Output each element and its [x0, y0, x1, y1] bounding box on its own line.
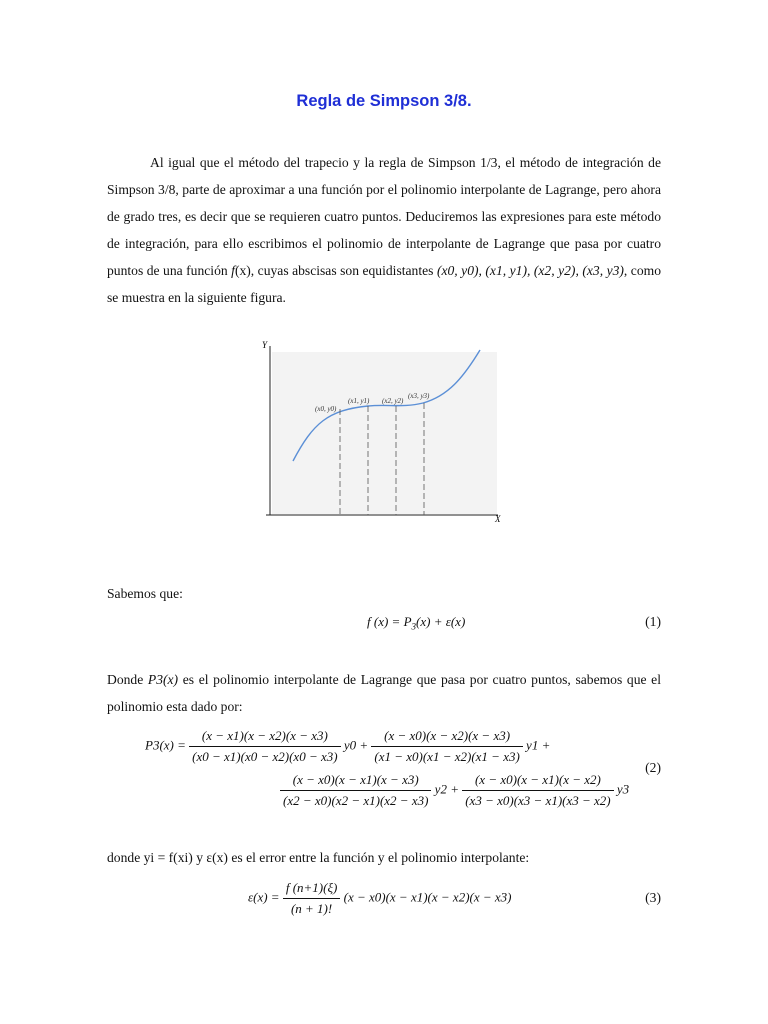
- eq2-y3: y3: [616, 781, 630, 797]
- intro-paragraph: [107, 149, 661, 311]
- eq2-y2: y2 +: [434, 781, 459, 797]
- eq2-term-3: [462, 772, 613, 809]
- intro-text-3: , como se muestra en la siguiente figura.: [107, 263, 661, 305]
- eq2-den-2: (x2 − x0)(x2 − x1)(x2 − x3): [283, 793, 429, 808]
- eq1-lhs: f (x) = P: [367, 614, 412, 629]
- equation-1-number: (1): [645, 614, 661, 629]
- equation-1: [367, 614, 465, 632]
- point-label-2: (x2, y2): [382, 397, 404, 405]
- figure-background: [272, 352, 497, 514]
- page-title: Regla de Simpson 3/8.: [296, 92, 472, 110]
- equation-2-number: (2): [645, 760, 661, 775]
- eq2-y0: y0 +: [343, 737, 369, 753]
- eq1-rhs: (x) + ε(x): [416, 614, 466, 629]
- point-label-3: (x3, y3): [408, 392, 430, 400]
- x-axis-label: X: [495, 514, 501, 524]
- eq2-num-3: (x − x0)(x − x1)(x − x2): [462, 772, 613, 791]
- eq2-lhs: P3(x) =: [145, 737, 186, 753]
- eq3-den: (n + 1)!: [290, 901, 333, 916]
- eq2-term-1: [371, 728, 522, 765]
- eq2-num-0: (x − x1)(x − x2)(x − x3): [189, 728, 340, 747]
- equation-3: [248, 880, 512, 917]
- equation-2-row-2: [280, 772, 629, 809]
- eq2-term-0: [189, 728, 340, 765]
- eq3-fraction: [283, 880, 341, 917]
- eq2-den-0: (x0 − x1)(x0 − x2)(x0 − x3): [192, 749, 338, 764]
- lagrange-paragraph: [107, 666, 661, 720]
- eq2-num-1: (x − x0)(x − x2)(x − x3): [371, 728, 522, 747]
- equation-2-row-1: [145, 728, 550, 765]
- p2-polynomial: P3(x): [147, 672, 179, 687]
- error-paragraph: donde yi = f(xi) y ε(x) es el error entre la función y el polinomio interpolante:: [107, 850, 530, 865]
- equation-3-number: (3): [645, 890, 661, 905]
- eq3-rhs: (x − x0)(x − x1)(x − x2)(x − x3): [343, 889, 512, 905]
- eq1-sub: 3: [411, 621, 417, 632]
- function-name: f: [231, 263, 235, 278]
- eq3-lhs: ε(x) =: [248, 889, 280, 905]
- lagrange-figure: [258, 338, 508, 528]
- p2-text-b: es el polinomio interpolante de Lagrange que pasa por cuatro puntos, sabemos que el polinomio esta dado por:: [107, 672, 661, 714]
- p2-text-a: Donde: [107, 672, 148, 687]
- intro-text-1: Al igual que el método del trapecio y la regla de Simpson 1/3, el método de integración de Simpson 3/8, parte de aproximar a una función por el polinomio interpolante de Lagrange, pero ahora de grado tres, es decir que se requieren cuatro puntos. Deduciremos las expresiones para este método de integración, para ello escribimos el polinomio de interpolante de Lagrange que pasa por cuatro puntos de una función: [107, 155, 661, 278]
- eq2-term-2: [280, 772, 431, 809]
- sabemos-text: Sabemos que:: [107, 586, 183, 601]
- points-list: (x0, y0), (x1, y1), (x2, y2), (x3, y3): [436, 263, 624, 278]
- eq2-num-2: (x − x0)(x − x1)(x − x3): [280, 772, 431, 791]
- eq2-y1: y1 +: [526, 737, 551, 753]
- point-label-0: (x0, y0): [315, 405, 337, 413]
- eq2-den-1: (x1 − x0)(x1 − x2)(x1 − x3): [374, 749, 520, 764]
- point-label-1: (x1, y1): [348, 397, 370, 405]
- intro-text-2: (x), cuyas abscisas son equidistantes: [234, 263, 437, 278]
- eq3-num: f (n+1)(ξ): [283, 880, 341, 899]
- y-axis-label: Y: [262, 340, 268, 350]
- eq2-den-3: (x3 − x0)(x3 − x1)(x3 − x2): [465, 793, 611, 808]
